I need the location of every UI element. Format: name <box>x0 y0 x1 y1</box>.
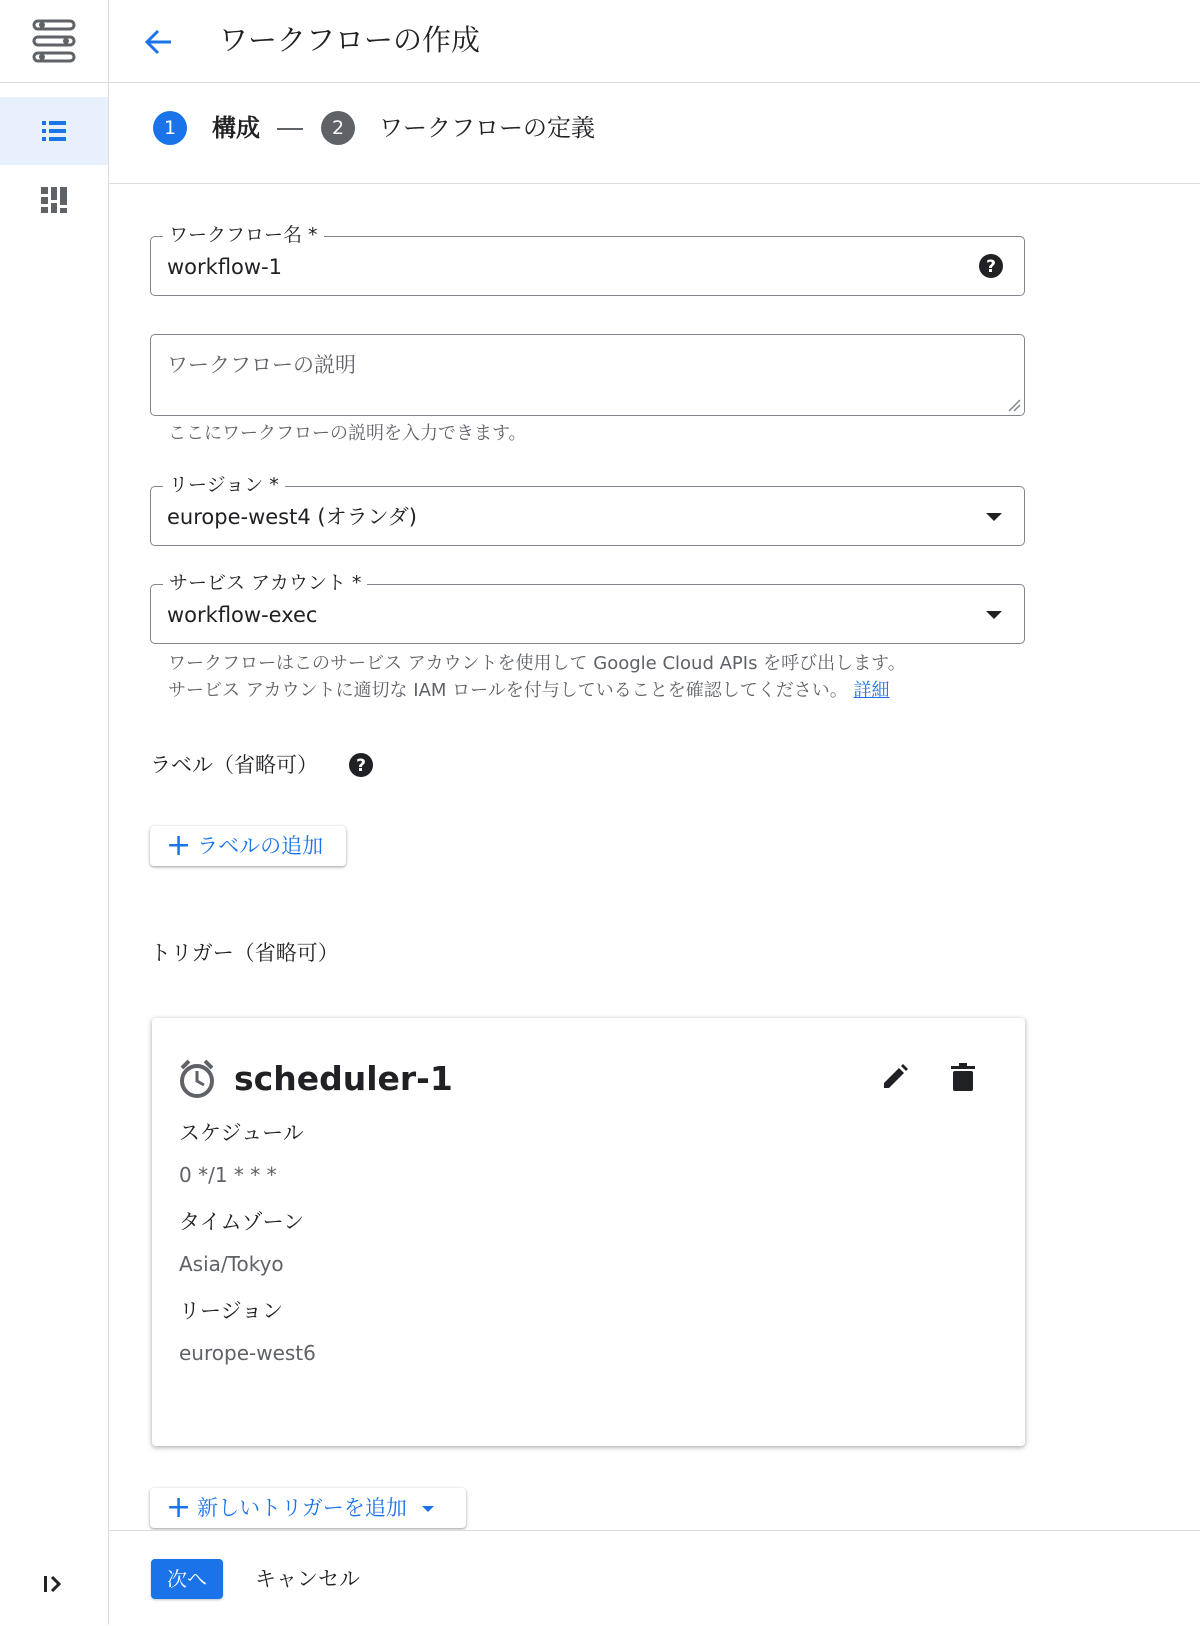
add-trigger-button[interactable] <box>150 1488 466 1528</box>
step-2-label[interactable]: ワークフローの定義 <box>379 114 595 142</box>
arrow-back-icon <box>139 22 179 62</box>
expand-sidebar-icon <box>38 1568 70 1600</box>
timezone-value: Asia/Tokyo <box>179 1252 284 1276</box>
trigger-region-label: リージョン <box>179 1299 284 1323</box>
timezone-label: タイムゾーン <box>179 1210 305 1234</box>
workflow-description-placeholder: ワークフローの説明 <box>167 353 356 377</box>
cancel-button[interactable]: キャンセル <box>255 1567 360 1591</box>
trigger-region-value: europe-west6 <box>179 1341 316 1365</box>
stepper <box>109 83 1200 184</box>
plus-icon: + <box>166 1490 192 1525</box>
svg-text:?: ? <box>986 257 996 277</box>
dashboard-icon <box>40 186 68 214</box>
workflow-description-field[interactable] <box>150 334 1025 416</box>
service-account-label: サービス アカウント * <box>163 571 367 595</box>
add-label-button[interactable] <box>150 826 346 866</box>
region-label: リージョン * <box>163 473 285 497</box>
service-account-hint-line2 <box>168 677 890 704</box>
region-select[interactable] <box>150 474 1025 546</box>
svg-text:?: ? <box>356 756 366 776</box>
sidebar-item-dashboard[interactable] <box>0 166 108 234</box>
alarm-icon <box>178 1058 216 1100</box>
workflow-name-label: ワークフロー名 * <box>163 223 324 247</box>
trigger-name: scheduler-1 <box>234 1059 453 1098</box>
workflow-name-input[interactable]: workflow-1 <box>167 255 283 279</box>
learn-more-link[interactable]: 詳細 <box>853 680 890 701</box>
page-title: ワークフローの作成 <box>219 23 481 57</box>
step-1-number: 1 <box>153 111 187 145</box>
service-account-hint-text: サービス アカウントに適切な IAM ロールを付与していることを確認してください。 <box>168 680 848 701</box>
left-nav <box>0 0 109 1625</box>
triggers-section-title: トリガー（省略可） <box>150 941 339 965</box>
help-icon[interactable] <box>348 752 374 778</box>
region-value: europe-west4 (オランダ) <box>167 505 417 529</box>
trigger-card <box>152 1018 1025 1446</box>
step-2-number: 2 <box>321 111 355 145</box>
chevron-down-icon <box>986 513 1002 521</box>
form-footer <box>109 1530 1200 1626</box>
service-account-value: workflow-exec <box>167 603 318 627</box>
page-header <box>109 0 1200 83</box>
help-icon[interactable] <box>978 253 1004 279</box>
trash-icon[interactable] <box>950 1062 976 1092</box>
list-icon <box>40 117 68 145</box>
workflows-logo-icon <box>30 17 78 65</box>
plus-icon: + <box>166 828 192 863</box>
back-button[interactable] <box>139 22 179 62</box>
chevron-down-icon <box>986 611 1002 619</box>
schedule-label: スケジュール <box>179 1121 304 1145</box>
labels-section-title: ラベル（省略可） <box>150 753 318 777</box>
chevron-down-icon <box>422 1506 434 1512</box>
resize-handle-icon[interactable] <box>1007 398 1021 412</box>
service-account-select[interactable] <box>150 572 1025 644</box>
add-trigger-button-label: 新しいトリガーを追加 <box>197 1496 407 1520</box>
next-button[interactable]: 次へ <box>151 1559 223 1599</box>
sidebar-item-workflows[interactable] <box>0 97 108 165</box>
expand-sidebar-button[interactable] <box>38 1568 70 1600</box>
workflow-description-hint: ここにワークフローの説明を入力できます。 <box>168 423 527 444</box>
product-logo[interactable] <box>0 0 108 83</box>
pencil-icon[interactable] <box>880 1062 910 1092</box>
step-1-label[interactable]: 構成 <box>212 114 260 142</box>
service-account-hint-line1: ワークフローはこのサービス アカウントを使用して Google Cloud APIs を呼び出します。 <box>168 653 906 674</box>
step-separator <box>277 128 303 130</box>
add-label-button-label: ラベルの追加 <box>197 834 324 858</box>
workflow-name-field[interactable] <box>150 224 1025 296</box>
schedule-value: 0 */1 * * * <box>179 1163 277 1187</box>
